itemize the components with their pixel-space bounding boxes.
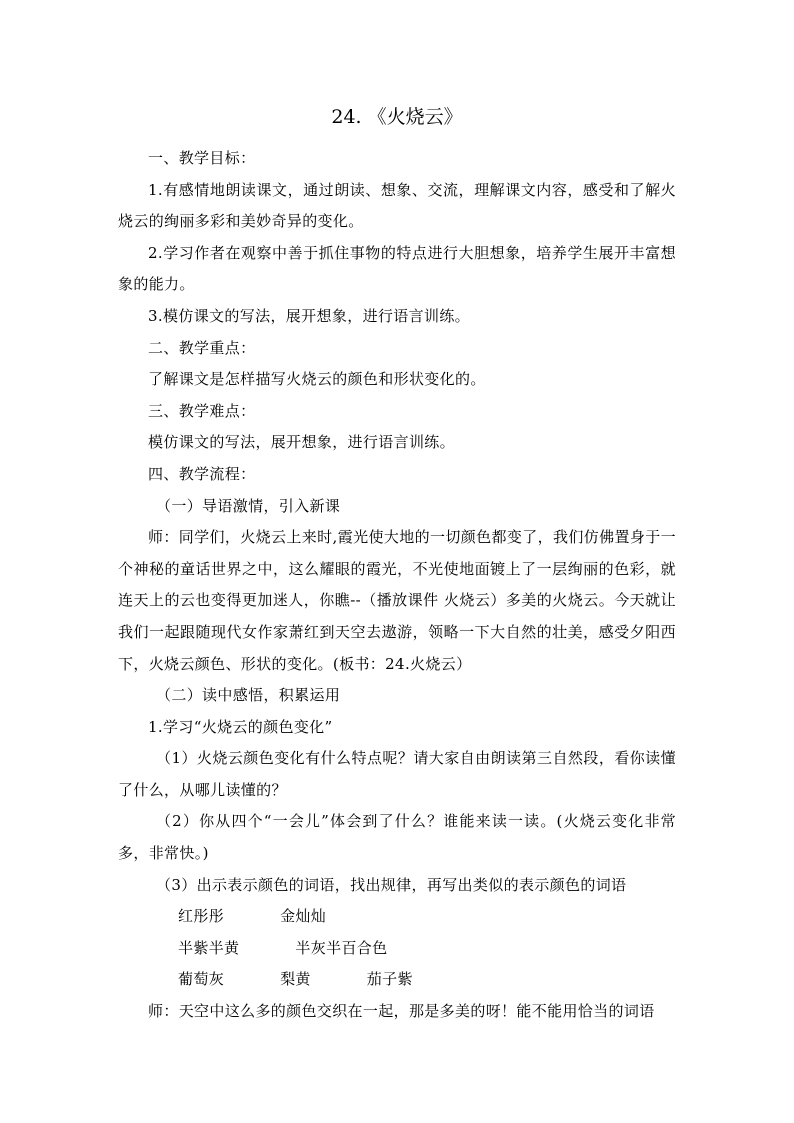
section-2-heading: （二）读中感悟，积累运用 [156,686,341,705]
color-words-row [118,901,676,933]
teacher-closing: 师：天空中这么多的颜色交织在一起，那是多美的呀！能不能用恰当的词语 [148,1002,655,1021]
color-word: 半灰半百合色 [295,938,388,957]
key-points-text: 了解课文是怎样描写火烧云的颜色和形状变化的。 [148,370,486,389]
objective-3: 3.模仿课文的写法，展开想象，进行语言训练。 [148,306,471,325]
heading-objectives: 一、教学目标： [148,149,256,167]
heading-process: 四、教学流程： [148,464,256,483]
heading-key-points: 二、教学重点： [148,338,256,357]
question-3: （3）出示表示颜色的词语，找出规律，再写出类似的表示颜色的词语 [156,875,627,894]
question-1: （1）火烧云颜色变化有什么特点呢？请大家自由朗读第三自然段，看你读懂了什么，从哪儿读懂的？ [118,749,676,799]
color-word: 金灿灿 [280,907,327,926]
section-1-heading: （一）导语激情，引入新课 [156,496,341,515]
color-word: 红彤彤 [178,907,225,926]
difficulties-text: 模仿课文的写法，展开想象，进行语言训练。 [148,433,456,452]
color-word: 梨黄 [280,970,311,989]
color-word: 茄子紫 [366,970,413,989]
document-title: 24. 《火烧云》 [331,106,463,128]
question-2: （2）你从四个“一会儿”体会到了什么？谁能来读一读。(火烧云变化非常多，非常快。) [118,812,676,863]
heading-difficulties: 三、教学难点： [148,401,256,420]
teacher-intro: 师：同学们，火烧云上来时,霞光使大地的一切颜色都变了，我们仿佛置身于一个神秘的童话世界之中，这么耀眼的霞光，不光使地面镀上了一层绚丽的色彩，就连天上的云也变得更加迷人，你瞧--（播放课件 火烧云）多美的火烧云。今天就让我们一起跟随现代女作家萧红到天空去遨游，领略一下大自然的壮美，感受夕阳西下，火烧云颜色、形状的变化。(板书：24.火烧云） [118,528,676,673]
study-color-heading: 1.学习“火烧云的颜色变化” [148,717,333,736]
color-words-row [118,933,676,965]
objective-1: 1.有感情地朗读课文，通过朗读、想象、交流，理解课文内容，感受和了解火烧云的绚丽多彩和美妙奇异的变化。 [118,180,676,231]
color-words-row [118,964,676,996]
objective-2: 2.学习作者在观察中善于抓住事物的特点进行大胆想象，培养学生展开丰富想象的能力。 [118,243,676,294]
document-body [118,143,676,1028]
color-word: 半紫半黄 [178,938,240,957]
color-word: 葡萄灰 [178,970,225,989]
